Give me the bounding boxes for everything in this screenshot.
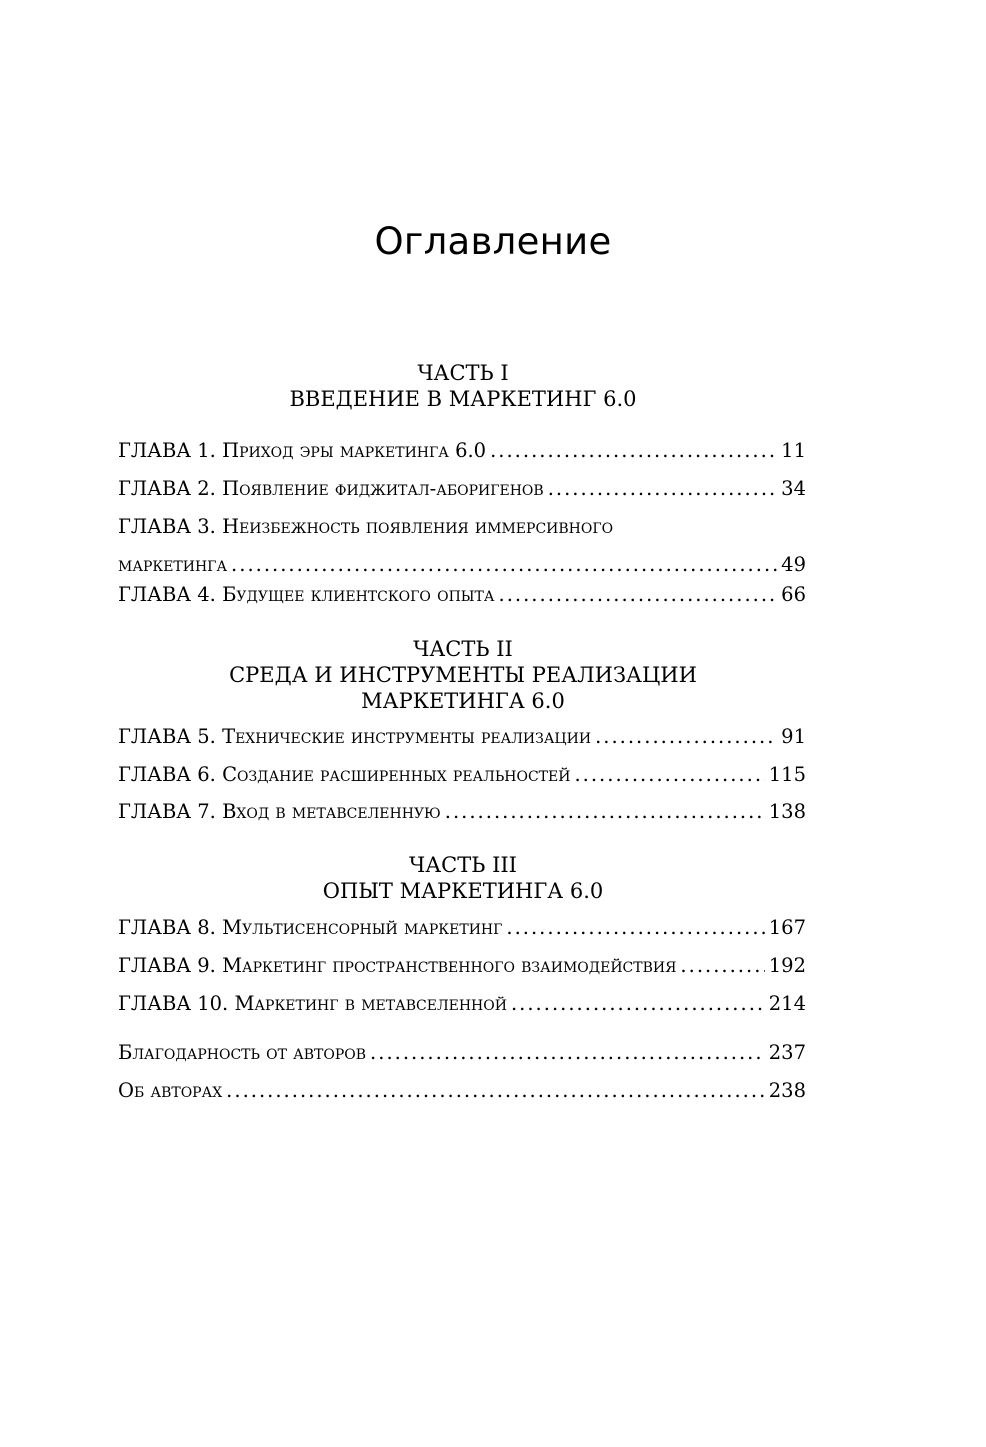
chapter-label: ГЛАВА 3. xyxy=(118,515,216,538)
toc-chapter-5[interactable] xyxy=(118,722,806,752)
toc-chapter-7[interactable] xyxy=(118,797,806,827)
chapter-label: ГЛАВА 4. xyxy=(118,583,216,606)
chapter-label: ГЛАВА 6. xyxy=(118,763,216,786)
dot-leader xyxy=(490,436,777,466)
page-number: 167 xyxy=(768,916,806,939)
page-number: 34 xyxy=(781,477,806,500)
chapter-label: ГЛАВА 9. xyxy=(118,954,216,977)
page-number: 238 xyxy=(768,1079,806,1102)
chapter-label: ГЛАВА 5. xyxy=(118,725,216,748)
part-3-heading xyxy=(0,852,926,904)
dot-leader xyxy=(370,1038,765,1068)
chapter-title-line-1: Неизбежность появления иммерсивного xyxy=(222,515,614,538)
chapter-title: Будущее клиентского опыта xyxy=(222,583,495,606)
chapter-label: ГЛАВА 7. xyxy=(118,800,216,823)
chapter-label: ГЛАВА 2. xyxy=(118,477,216,500)
dot-leader xyxy=(680,951,764,981)
part-3-label: ЧАСТЬ III xyxy=(409,853,517,877)
chapter-label: ГЛАВА 10. xyxy=(118,992,229,1015)
chapter-label: ГЛАВА 1. xyxy=(118,439,216,462)
dot-leader xyxy=(548,474,777,504)
page-number: 214 xyxy=(768,992,806,1015)
toc-about-authors[interactable] xyxy=(118,1076,806,1106)
chapter-title: Маркетинг пространственного взаимодействия xyxy=(222,954,677,977)
chapter-title-line-2: маркетинга xyxy=(118,553,228,576)
page-number: 11 xyxy=(781,439,806,462)
toc-chapter-10[interactable] xyxy=(118,989,806,1019)
part-2-heading xyxy=(0,636,926,714)
dot-leader xyxy=(511,989,765,1019)
part-2-label: ЧАСТЬ II xyxy=(413,637,513,661)
page-number: 237 xyxy=(768,1041,806,1064)
page-number: 91 xyxy=(781,725,806,748)
chapter-label: ГЛАВА 8. xyxy=(118,916,216,939)
chapter-title: Приход эры маркетинга 6.0 xyxy=(222,439,487,462)
chapter-title: Мультисенсорный маркетинг xyxy=(222,916,503,939)
toc-chapter-8[interactable] xyxy=(118,913,806,943)
back-matter-title: Благодарность от авторов xyxy=(118,1041,367,1064)
toc-chapter-1[interactable] xyxy=(118,436,806,466)
dot-leader xyxy=(445,797,765,827)
toc-chapter-2[interactable] xyxy=(118,474,806,504)
toc-acknowledgements[interactable] xyxy=(118,1038,806,1068)
dot-leader xyxy=(595,722,777,752)
page-number: 138 xyxy=(768,800,806,823)
dot-leader xyxy=(499,580,778,610)
page-title: Оглавление xyxy=(374,220,612,263)
toc-chapter-4[interactable] xyxy=(118,580,806,610)
toc-chapter-6[interactable] xyxy=(118,760,806,790)
part-1-heading xyxy=(0,360,926,412)
chapter-title: Появление фиджитал-аборигенов xyxy=(222,477,544,500)
chapter-title: Вход в метавселенную xyxy=(222,800,441,823)
page-number: 49 xyxy=(781,553,806,576)
back-matter-title: Об авторах xyxy=(118,1079,223,1102)
dot-leader xyxy=(231,550,777,580)
page-number: 115 xyxy=(768,763,806,786)
toc-chapter-9[interactable] xyxy=(118,951,806,981)
toc-chapter-3[interactable] xyxy=(118,512,806,580)
chapter-title: Создание расширенных реальностей xyxy=(222,763,571,786)
part-3-title: ОПЫТ МАРКЕТИНГА 6.0 xyxy=(322,879,604,903)
page-number: 192 xyxy=(768,954,806,977)
page-number: 66 xyxy=(781,583,806,606)
part-2-title-line-2: МАРКЕТИНГА 6.0 xyxy=(361,689,565,713)
chapter-title: Технические инструменты реализации xyxy=(222,725,592,748)
dot-leader xyxy=(574,760,764,790)
part-2-title-line-1: СРЕДА И ИНСТРУМЕНТЫ РЕАЛИЗАЦИИ xyxy=(229,663,697,687)
part-1-title: ВВЕДЕНИЕ В МАРКЕТИНГ 6.0 xyxy=(289,387,637,411)
part-1-label: ЧАСТЬ I xyxy=(417,361,509,385)
chapter-title: Маркетинг в метавселенной xyxy=(234,992,507,1015)
dot-leader xyxy=(506,913,764,943)
dot-leader xyxy=(226,1076,765,1106)
